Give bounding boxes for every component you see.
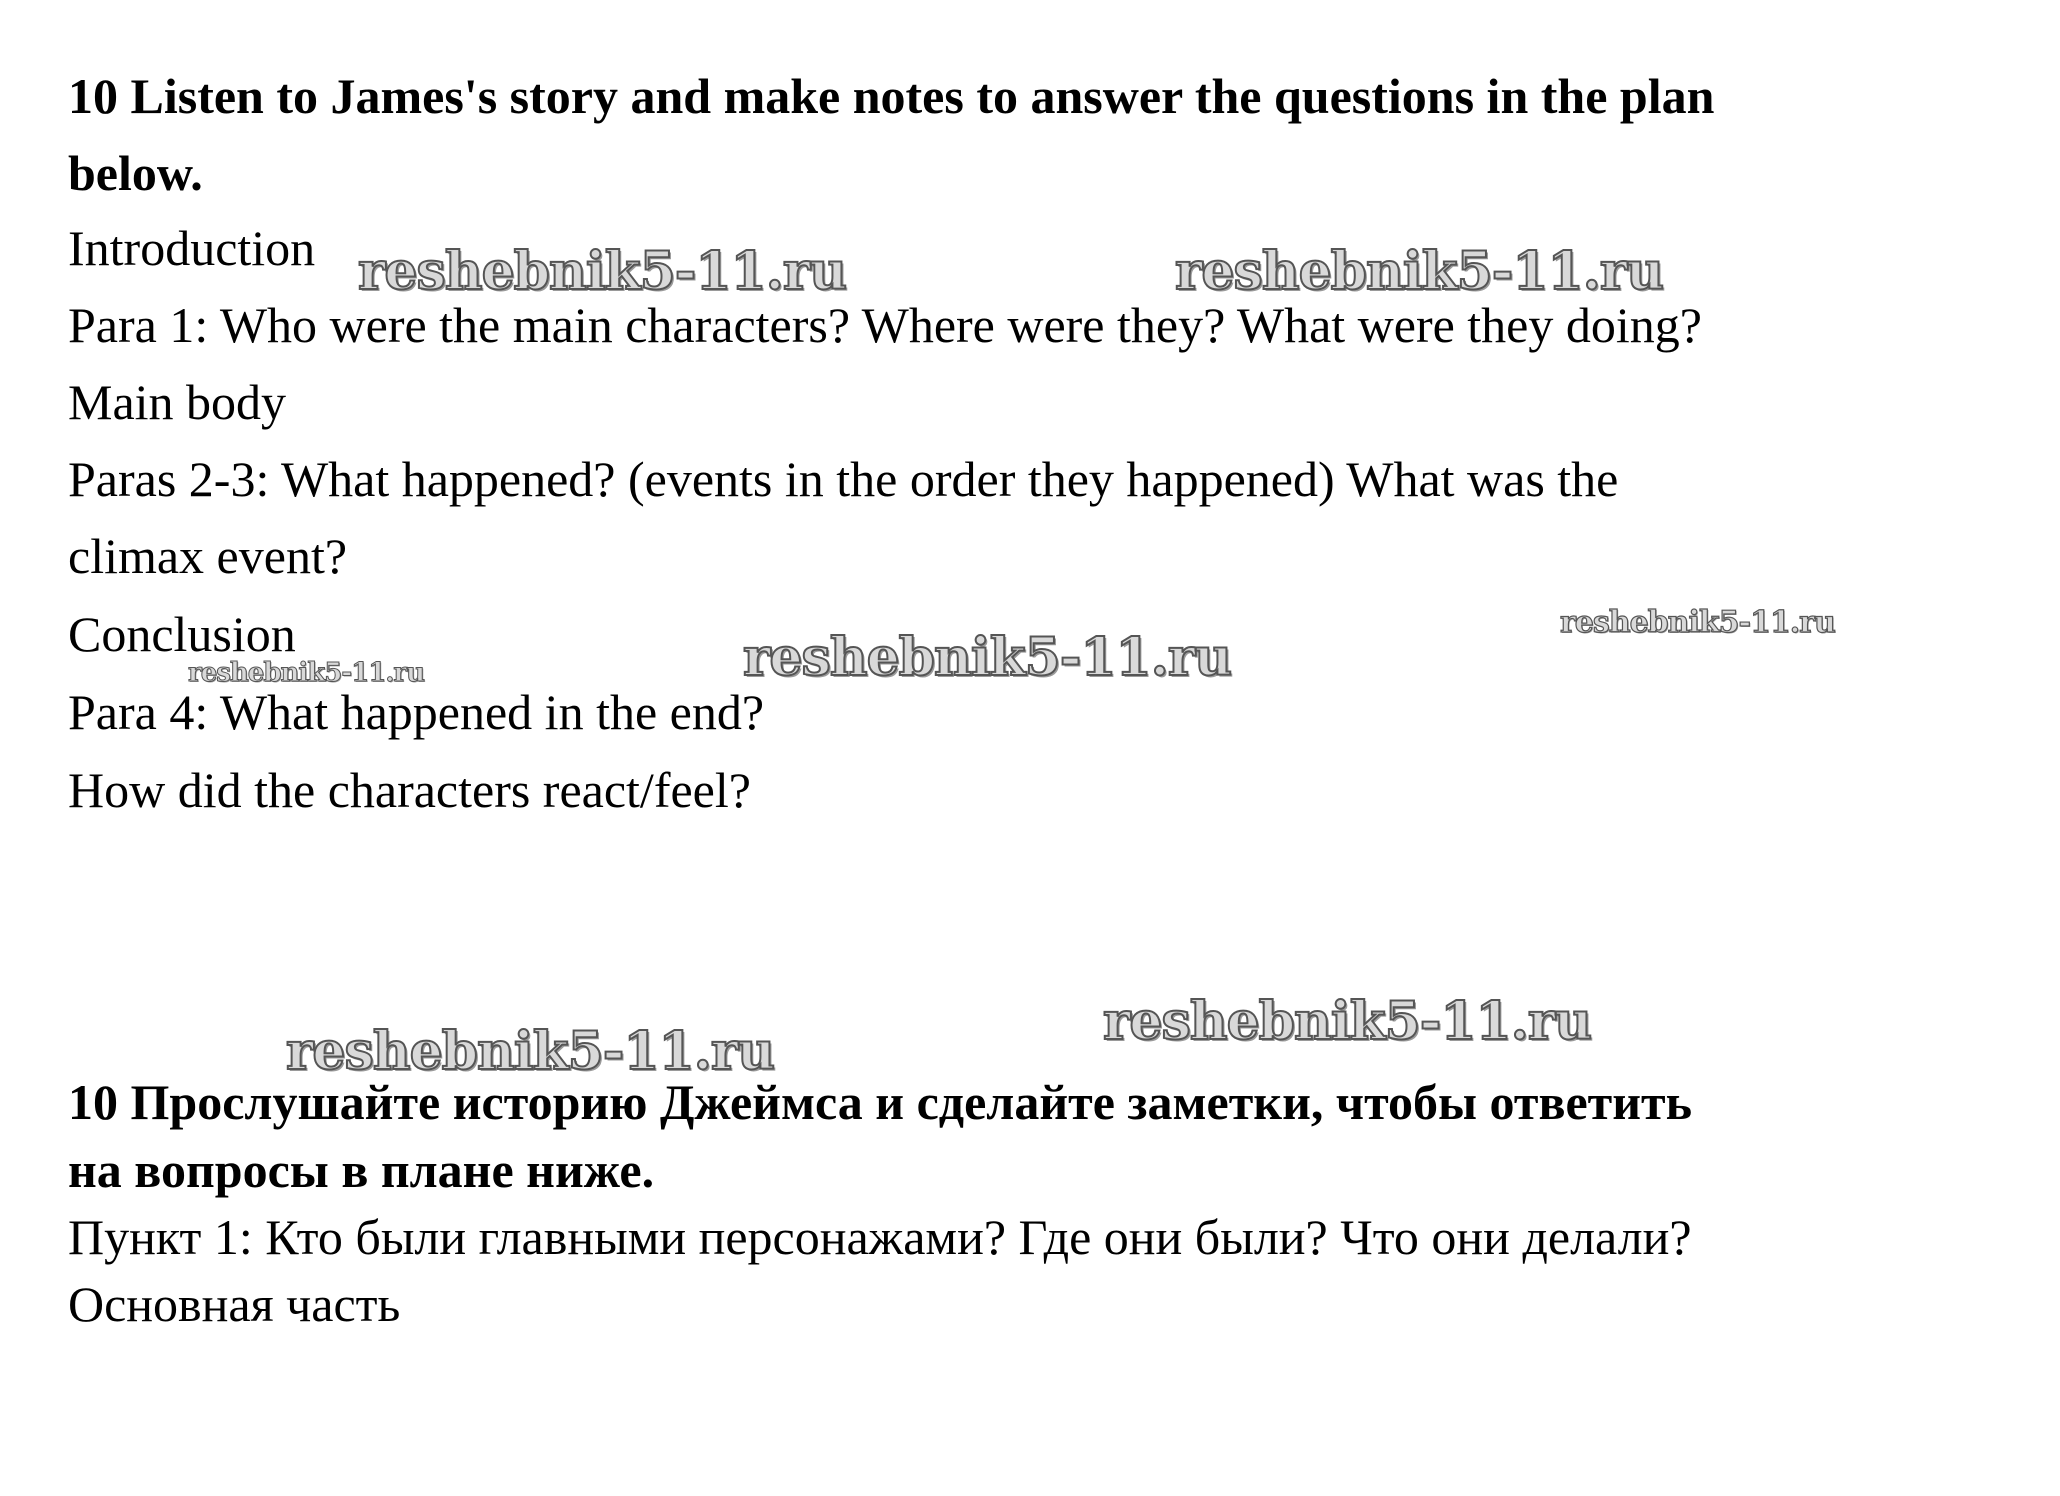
russian-point-1: Пункт 1: Кто были главными персонажами? Где они были? Что они делали?: [68, 1209, 1692, 1265]
russian-heading-line-2: на вопросы в плане ниже.: [68, 1142, 655, 1198]
english-heading-line-1: 10 Listen to James's story and make notes to answer the questions in the plan: [68, 68, 1715, 124]
characters-react-question: How did the characters react/feel?: [68, 762, 751, 818]
watermark: reshebnik5-11.ru: [1560, 605, 1835, 640]
watermark: reshebnik5-11.ru: [188, 658, 425, 688]
russian-main-part: Основная часть: [68, 1276, 401, 1332]
para-4-question: Para 4: What happened in the end?: [68, 684, 765, 740]
watermark: reshebnik5-11.ru: [743, 627, 1232, 688]
para-1-questions: Para 1: Who were the main characters? Where were they? What were they doing?: [68, 297, 1702, 353]
section-conclusion: Conclusion: [68, 606, 296, 662]
watermark: reshebnik5-11.ru: [1175, 241, 1664, 302]
watermark: reshebnik5-11.ru: [286, 1021, 775, 1082]
english-heading-line-2: below.: [68, 145, 203, 201]
section-introduction: Introduction: [68, 220, 316, 276]
russian-heading-line-1: 10 Прослушайте историю Джеймса и сделайте заметки, чтобы ответить: [68, 1074, 1693, 1130]
section-main-body: Main body: [68, 374, 287, 430]
watermark: reshebnik5-11.ru: [1103, 991, 1592, 1052]
paras-2-3-questions-line-1: Paras 2-3: What happened? (events in the order they happened) What was the: [68, 451, 1619, 507]
watermark: reshebnik5-11.ru: [358, 241, 847, 302]
paras-2-3-questions-line-2: climax event?: [68, 528, 348, 584]
